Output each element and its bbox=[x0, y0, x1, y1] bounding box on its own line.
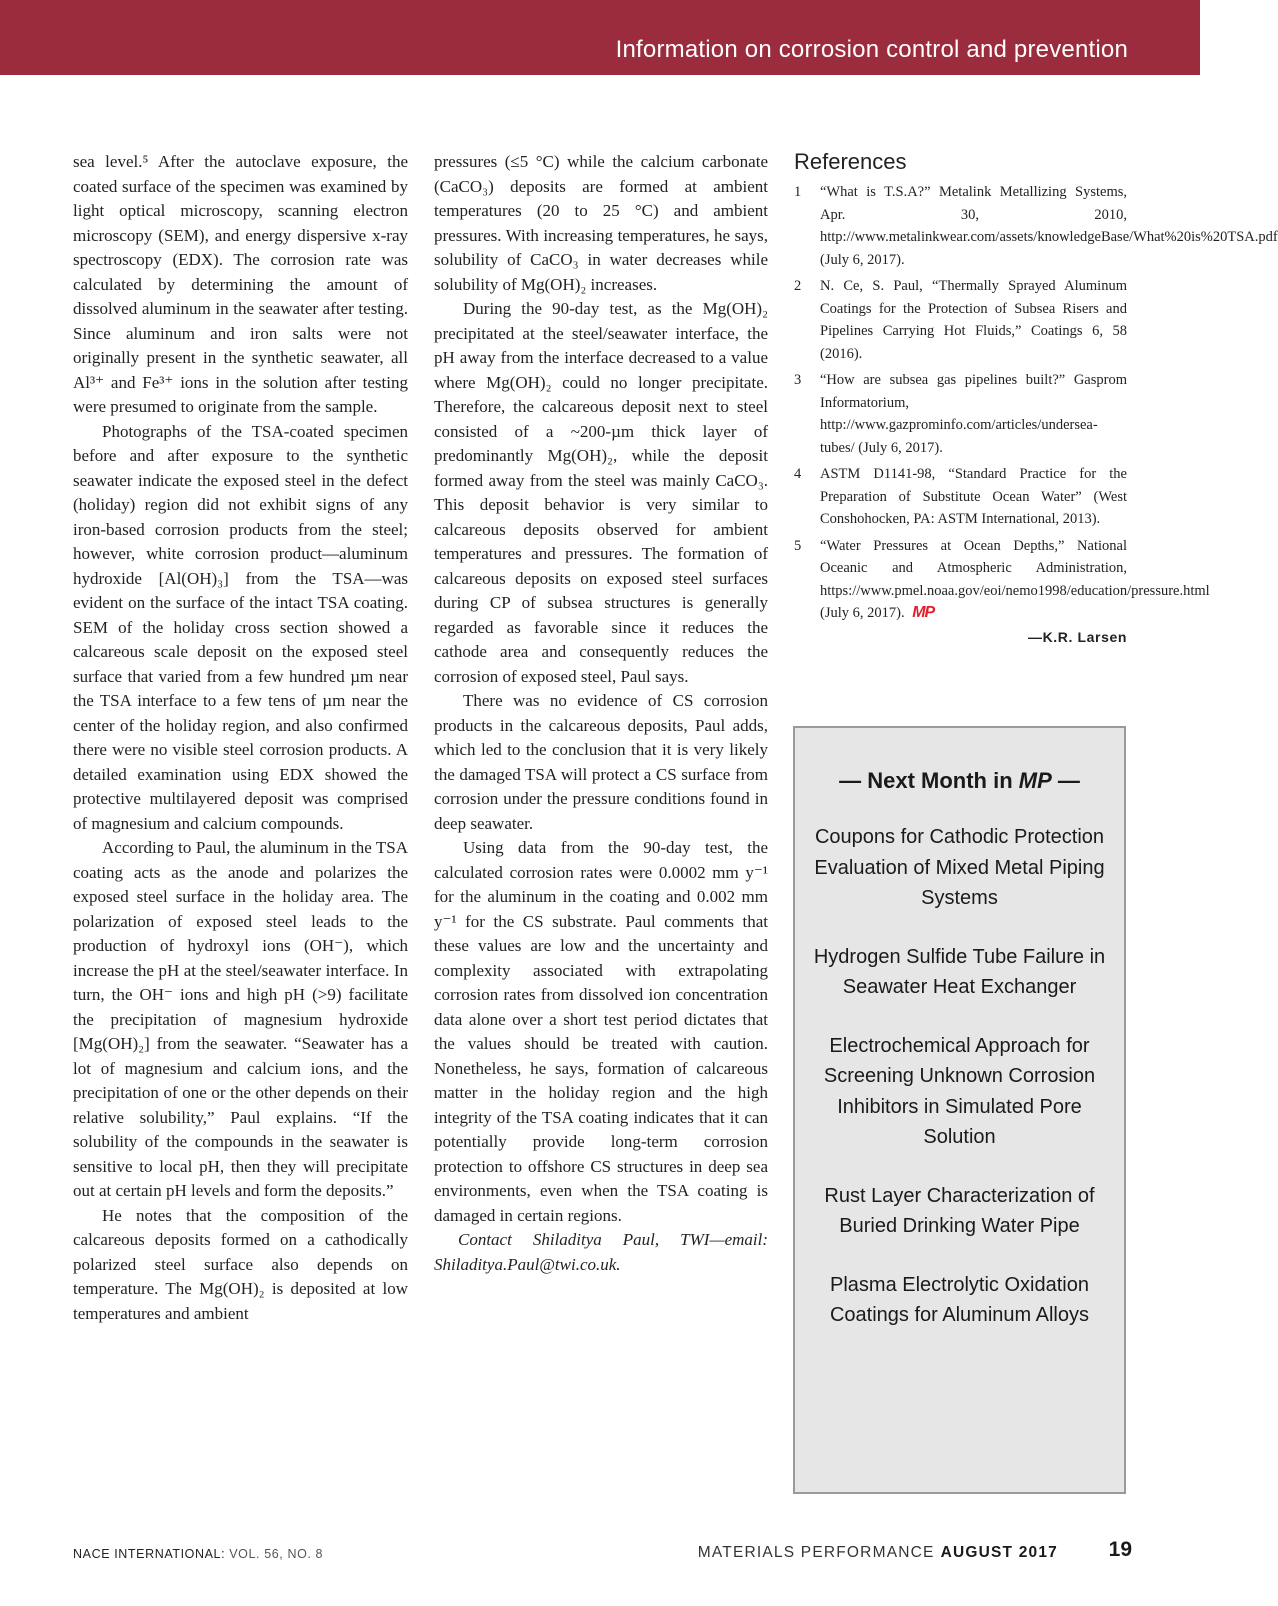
reference-item bbox=[794, 275, 1127, 365]
reference-number: 2 bbox=[794, 278, 802, 294]
next-month-item: Plasma Electrolytic Oxidation Coatings for Aluminum Alloys bbox=[829, 1273, 1089, 1326]
reference-number: 3 bbox=[794, 372, 802, 388]
footer-issue: AUGUST 2017 bbox=[940, 1544, 1058, 1561]
reference-item bbox=[794, 181, 1278, 271]
next-month-item: Electrochemical Approach for Screening Unknown Corrosion Inhibitors in Simulated Pore Solution bbox=[823, 1034, 1096, 1148]
reference-number: 5 bbox=[794, 537, 802, 554]
article-column-2 bbox=[434, 150, 768, 1277]
reference-item bbox=[794, 463, 1127, 531]
reference-number: 1 bbox=[794, 184, 802, 200]
paragraph: Using data from the 90-day test, the calculated corrosion rates were 0.0002 mm y⁻¹ for the aluminum in the coating and 0.002 mm y⁻¹ for the CS substrate. Paul comments that these values are low and the uncertainty and complexity associated with extrapolating corrosion rates from dissolved ion concentration data alone over a short test period dictates that the values should be treated with caution. Nonetheless, he says, formation of calcareous matter in the holiday region and the high integrity of the TSA coating indicates that it can potentially provide long-term corrosion protection to offshore CS structures in deep sea environments, even when the TSA coating is damaged in certain regions. bbox=[434, 838, 768, 1225]
heading-prefix: — Next Month in bbox=[839, 768, 1019, 793]
heading-suffix: — bbox=[1051, 768, 1080, 793]
paragraph: sea level.⁵ After the autoclave exposure, the coated surface of the specimen was examined by light optical microscopy, scanning electron microscopy (SEM), and energy dispersive x-ray spectroscopy (EDX). The corrosion rate was calculated by determining the amount of dissolved aluminum in the seawater after testing. Since aluminum and iron salts were not originally present in the synthetic seawater, all Al³⁺ and Fe³⁺ ions in the solution after testing were presumed to originate from the sample. bbox=[73, 152, 408, 416]
paragraph: He notes that the composition of the calcareous deposits formed on a cathodically polarized steel surface also depends on temperature. The Mg(OH)₂ is deposited at low temperatures and ambient bbox=[73, 1205, 408, 1323]
reference-item bbox=[794, 369, 1127, 459]
footer-volume: VOL. 56, NO. 8 bbox=[229, 1547, 324, 1561]
page-number: 19 bbox=[1108, 1538, 1132, 1561]
footer-magazine bbox=[698, 1544, 1058, 1562]
next-month-box bbox=[793, 726, 1126, 1494]
heading-mp: MP bbox=[1018, 768, 1052, 793]
reference-text: N. Ce, S. Paul, “Thermally Sprayed Aluminum Coatings for the Protection of Subsea Risers and Pipelines Carrying Hot Fluids,” Coatings 6, 58 (2016). bbox=[820, 278, 1127, 362]
section-title: Information on corrosion control and prevention bbox=[615, 36, 1128, 63]
paragraph: pressures (≤5 °C) while the calcium carbonate (CaCO₃) deposits are formed at ambient temperatures (20 to 25 °C) and ambient pressures. With increasing temperatures, he says, solubility of CaCO₃ in water decreases while solubility of Mg(OH)₂ increases. bbox=[434, 152, 768, 294]
next-month-item: Rust Layer Characterization of Buried Drinking Water Pipe bbox=[824, 1184, 1095, 1237]
next-month-item: Hydrogen Sulfide Tube Failure in Seawater Heat Exchanger bbox=[813, 945, 1106, 998]
paragraph: Photographs of the TSA-coated specimen before and after exposure to the synthetic seawater indicate the exposed steel in the defect (holiday) region did not exhibit signs of any iron-based corrosion products from the steel; however, white corrosion product—aluminum hydroxide [Al(OH)₃] from the TSA—was evident on the surface of the intact TSA coating. SEM of the holiday cross section showed a calcareous scale deposit on the exposed steel surface that varied from a few hundred µm near the TSA interface to a few tens of µm near the center of the holiday region, and also confirmed there were no visible steel corrosion products. A detailed examination using EDX showed the protective multilayered deposit was comprised of magnesium and calcium compounds. bbox=[73, 421, 408, 833]
paragraph: During the 90-day test, as the Mg(OH)₂ precipitated at the steel/seawater interface, the pH away from the interface decreased to a value where Mg(OH)₂ could no longer precipitate. Therefore, the calcareous deposit next to steel consisted of a ~200-µm thick layer of predominantly Mg(OH)₂, while the deposit formed away from the steel was mainly CaCO₃. This deposit behavior is very similar to calcareous deposits observed for ambient temperatures and pressures. The formation of calcareous deposits on exposed steel surfaces during CP of subsea structures is generally regarded as favorable since it reduces the cathode area and consequently reduces the corrosion of exposed steel, Paul says. bbox=[434, 299, 768, 686]
footer-org: NACE INTERNATIONAL: bbox=[73, 1547, 226, 1561]
reference-text: ASTM D1141-98, “Standard Practice for the Preparation of Substitute Ocean Water” (West Conshohocken, PA: ASTM International, 2013). bbox=[820, 466, 1127, 527]
reference-number: 4 bbox=[794, 466, 802, 482]
author-credit: —K.R. Larsen bbox=[1028, 628, 1127, 645]
contact-line: Contact Shiladitya Paul, TWI—email: Shiladitya.Paul@twi.co.uk. bbox=[434, 1230, 768, 1274]
next-month-heading bbox=[795, 768, 1124, 794]
next-month-list bbox=[795, 822, 1124, 1331]
reference-item bbox=[794, 535, 1210, 625]
header-banner bbox=[0, 0, 1200, 75]
next-month-item: Coupons for Cathodic Protection Evaluation of Mixed Metal Piping Systems bbox=[814, 826, 1105, 909]
reference-text: “What is T.S.A?” Metalink Metallizing Systems, Apr. 30, 2010, http://www.metalinkwear.com/assets/knowledgeBase/What%20is%20TSA.pdf (July 6, 2017). bbox=[820, 184, 1278, 268]
footer-publication bbox=[73, 1547, 323, 1561]
paragraph: According to Paul, the aluminum in the TSA coating acts as the anode and polarizes the exposed steel surface in the holiday area. The polarization of exposed steel leads to the production of hydroxyl ions (OH⁻), which increase the pH at the steel/seawater interface. In turn, the OH⁻ ions and high pH (>9) facilitate the precipitation of magnesium hydroxide [Mg(OH)₂] from the seawater. “Seawater has a lot of magnesium and calcium ions, and the precipitation of one or the other depends on their relative solubility,” Paul explains. “If the solubility of the compounds in the seawater is sensitive to local pH, then they will precipitate out at certain pH levels and form the deposits.” bbox=[73, 838, 408, 1200]
reference-text: “Water Pressures at Ocean Depths,” National Oceanic and Atmospheric Administration, https://www.pmel.noaa.gov/eoi/nemo1998/education/pressure.html (July 6, 2017). bbox=[820, 537, 1210, 621]
references-section bbox=[794, 149, 1278, 645]
footer-magazine-name: MATERIALS PERFORMANCE bbox=[697, 1544, 935, 1561]
mp-logo-icon: MP bbox=[912, 604, 935, 621]
references-heading: References bbox=[794, 149, 907, 174]
article-column-1 bbox=[73, 150, 408, 1326]
reference-text: “How are subsea gas pipelines built?” Gasprom Informatorium, http://www.gazprominfo.com/articles/undersea-tubes/ (July 6, 2017). bbox=[820, 372, 1127, 456]
paragraph: There was no evidence of CS corrosion products in the calcareous deposits, Paul adds, which led to the conclusion that it is very likely the damaged TSA will protect a CS surface from corrosion under the pressure conditions found in deep seawater. bbox=[434, 691, 768, 833]
